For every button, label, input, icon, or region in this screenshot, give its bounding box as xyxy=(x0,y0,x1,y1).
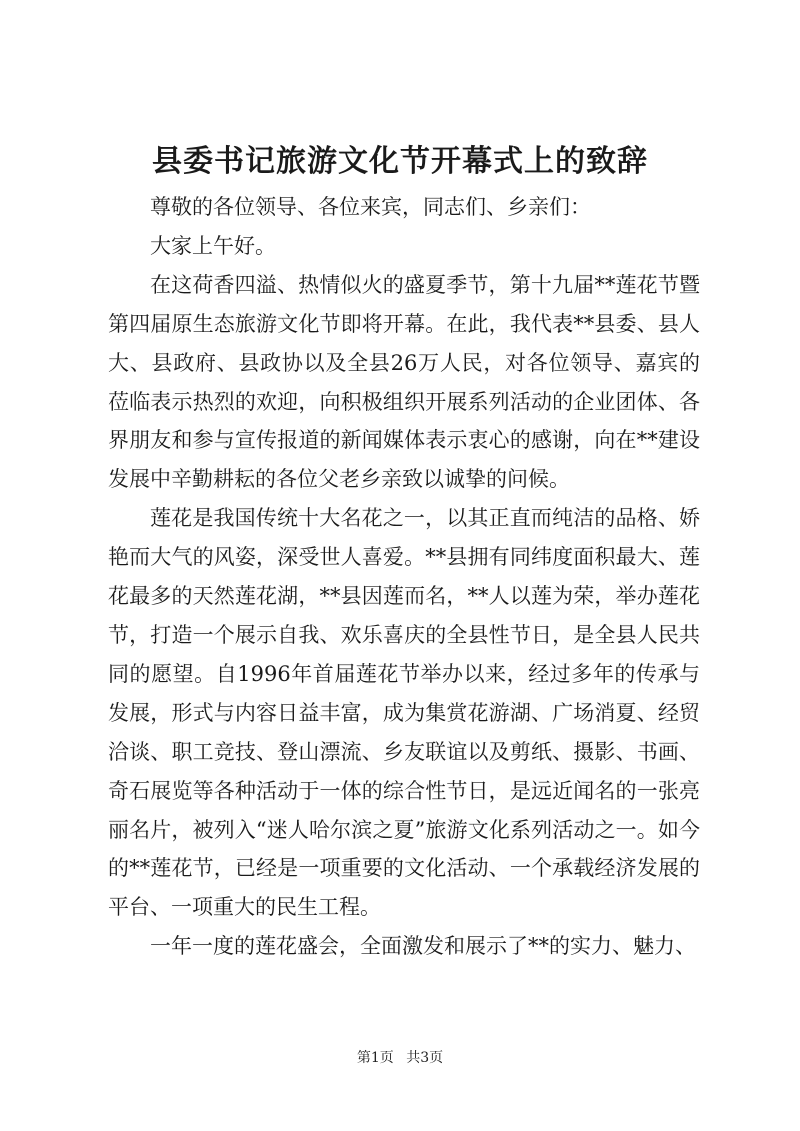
body-paragraph: 一年一度的莲花盛会，全面激发和展示了**的实力、魅力、 xyxy=(150,934,696,959)
page-total: 共3页 xyxy=(406,1050,444,1066)
page-footer xyxy=(0,1048,800,1068)
body-paragraph: 莲花是我国传统十大名花之一，以其正直而纯洁的品格、娇艳而大气的风姿，深受世人喜爱。**县拥有同纬度面积最大、莲花最多的天然莲花湖，**县因莲而名，**人以莲为荣，举办莲花节，打造一个展示自我、欢乐喜庆的全县性节日，是全县人民共同的愿望。自1996年首届莲花节举办以来，经过多年的传承与发展，形式与内容日益丰富，成为集赏花游湖、广场消夏、经贸洽谈、职工竞技、登山漂流、乡友联谊以及剪纸、摄影、书画、奇石展览等各种活动于一体的综合性节日，是远近闻名的一张亮丽名片，被列入“迷人哈尔滨之夏”旅游文化系列活动之一。如今的**莲花节，已经是一项重要的文化活动、一个承载经济发展的平台、一项重大的民生工程。 xyxy=(108,506,700,920)
document-title: 县委书记旅游文化节开幕式上的致辞 xyxy=(152,144,648,179)
salutation-paragraph: 尊敬的各位领导、各位来宾，同志们、乡亲们： xyxy=(150,195,591,219)
page-number: 第1页 xyxy=(356,1050,394,1066)
body-paragraph: 在这荷香四溢、热情似火的盛夏季节，第十九届**莲花节暨第四届原生态旅游文化节即将开幕。在此，我代表**县委、县人大、县政府、县政协以及全县26万人民，对各位领导、嘉宾的莅临表示热烈的欢迎，向积极组织开展系列活动的企业团体、各界朋友和参与宣传报道的新闻媒体表示衷心的感谢，向在**建设发展中辛勤耕耘的各位父老乡亲致以诚挚的问候。 xyxy=(108,272,700,492)
greeting-paragraph: 大家上午好。 xyxy=(150,233,276,258)
document-body xyxy=(108,188,700,966)
